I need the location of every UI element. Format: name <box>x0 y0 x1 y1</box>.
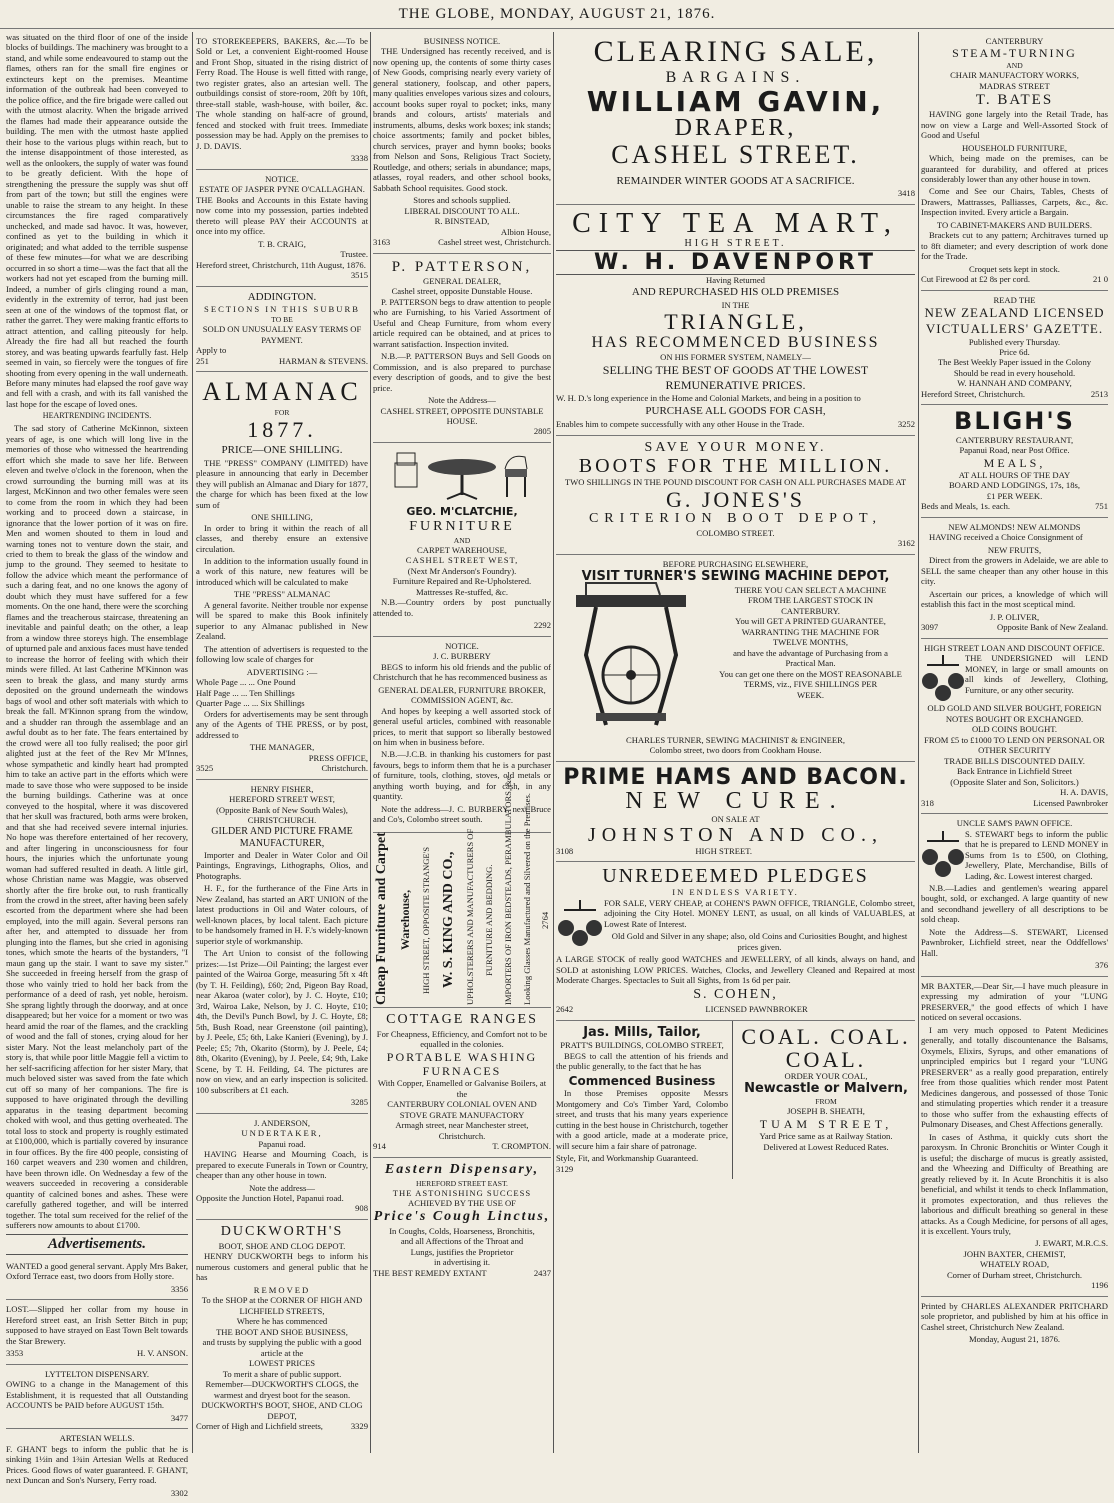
ad-mclatchie-furniture: GEO. M'CLATCHIE, FURNITURE AND CARPET WAREHOUSE, CASHEL STREET WEST, (Next Mr Anderson's Foundry). Furniture Repaired and Re-Upholstered. Mattresses Re-stuffed, &c. N.B.—Country orders by post punctually attended to. 2292 <box>373 443 551 637</box>
ad-duckworth: DUCKWORTH'S BOOT, SHOE AND CLOG DEPOT. HENRY DUCKWORTH begs to inform his numerous customers and general public that he has REMOVED To the SHOP at the CORNER OF HIGH AND LICHFIELD STREETS, Where he has commenced THE BOOT AND SHOE BUSINESS, and trusts by supplying the public with a good article at the LOWEST PRICES To merit a share of public support. Remember—DUCKWORTH'S CLOGS, the warmest and dryest boot for the season. DUCKWORTH'S BOOT, SHOE, AND CLOG DEPOT, Corner of High and Lichfield streets, 3329 <box>196 1223 368 1431</box>
bottom-row <box>556 1021 915 1179</box>
sewing-machine-illustration <box>556 585 706 735</box>
ad-binstead-business-notice: BUSINESS NOTICE. THE Undersigned has recently received, and is now opening up, the contents of some thirty cases of New Goods, comprising nearly every variety of general stationery, foolscap, and other papers, many qualities envelopes various sizes and colours, account books super royal to pocket; inks, many brands and colours, artists' materials and instruments, albums, desks work boxes; ink stands; choice assortments; family and pocket bibles, church services, prayer and hymn books; books from Nelson and Sons, Religious Tract Society, Routledge, and others; serials in abundance; maps, atlasses, royal readers, and other school books, Sabbath School requisites. Good stock. Stores and schools supplied. LIBERAL DISCOUNT TO ALL. R. BINSTEAD, Albion House, 3163 Cashel street west, Christchurch. <box>373 32 551 254</box>
news-story-fire: was situated on the third floor of one of the inside blocks of buildings. The machinery was brought to a stand, and while some endeavoured to stamp out the flames, others ran for the small fire engines or extincteurs kept on the premises. Meantime information of the outbreak had been conveyed to the police office, and the fire brigade were called out with the utmost alacrity. When the brigade arrived the flames had made their appearance outside the building. The men with the utmost haste applied their hose to the various plugs within reach, but to the intense disappointment of those interested, as well as the onlookers, the supply of water was found to be greatly deficient. With the hope of strengthening the pressure the supply was shut off from part of the town; but still the engines were unable to raise the stream to any height. In these circumstances the fire raged comparatively unchecked, and made sad havoc. It was, however, confined as yet to the building in which it originated; and what added to the terrible suspense of these few minutes—for what we are describing occurred in so short a time—was the fact that all the workers had not yet escaped from the burning mill. Indeed, a number of girls clinging round a man, evidently in the extremity of terror, had just been seen at one of the windows of the topmost flat, or rather the garret. They were making frantic efforts to attract attention, and calling piteously for help. Already the fire had all but reached the fourth storey, and was beating upwards fearfully fast. Help seemed in vain, so fiercely were the tongues of fire shooting from every opening in the wall underneath. Before many minutes had elapsed the roof gave way and fell with a crash, and with its fall vanished the last hope for the escape of loved ones. <box>6 32 188 409</box>
ad-johnston-hams: PRIME HAMS AND BACON. NEW CURE. ON SALE AT JOHNSTON AND CO., 3108 HIGH STREET. <box>556 762 915 862</box>
ad-sheath-coal: COAL. COAL. COAL. ORDER YOUR COAL, Newcastle or Malvern, FROM JOSEPH B. SHEATH, TUAM STREET, Yard Price same as at Railway Station. Delivered at Lowest Reduced Rates. <box>741 1023 911 1152</box>
ad-oliver-almonds: NEW ALMONDS! NEW ALMONDS HAVING received a Choice Consignment of NEW FRUITS, Direct from the growers in Adelaide, we are able to SELL the same cheaper than any other house in this city. Ascertain our prices, a knowledge of which will establish this fact in the most sceptical mind. J. P. OLIVER, 3097 Opposite Bank of New Zealand. <box>921 518 1108 639</box>
ad-bates-steam-turning: CANTERBURY STEAM-TURNING AND CHAIR MANUFACTORY WORKS, MADRAS STREET T. BATES HAVING gone largely into the Retail Trade, has now on view a Large and Well-Assorted Stock of Good and Useful HOUSEHOLD FURNITURE, Which, being made on the premises, can be guaranteed for durability, and offered at prices considerably lower than any other house in town. Come and See our Chairs, Tables, Chests of Drawers, Mattrasses, Palliasses, Carpets, &c., &c. Inspection invited. Every article a Bargain. TO CABINET-MAKERS AND BUILDERS. Brackets cut to any pattern; Architraves turned up to 8ft diameter; and every description of work done for the Trade. Croquet sets kept in stock. Cut Firewood at £2 8s per cord. 21 0 <box>921 32 1108 291</box>
ad-wanted-servant: WANTED a good general servant. Apply Mrs Baker, Oxford Terrace east, two doors from Holly store. 3356 <box>6 1257 188 1300</box>
ad-artesian-wells: ARTESIAN WELLS. F. GHANT begs to inform the public that he is sinking 1½in and 1¾in Artesian Wells at Reduced Prices. Good flows of water guaranteed. F. GHANT, next Duncan and Son's Nursery, Ferry road. 3302 <box>6 1433 188 1498</box>
advertisements-heading: Advertisements. <box>6 1234 188 1254</box>
ad-press-almanac: ALMANAC FOR 1877. PRICE—ONE SHILLING. THE "PRESS" COMPANY (LIMITED) have pleasure in announcing that early in December they will publish an Almanac and Diary for 1877, the charge for which has been fixed at the low sum of ONE SHILLING, In order to bring it within the reach of all classes, and thereby ensure an extensive circulation. In addition to the information usually found in a work of this nature, new features will be introduced which will be calculated to make THE "PRESS" ALMANAC A general favorite. Neither trouble nor expense will be spared to make this Book infinitely superior to any Almanac published in New Zealand. The attention of advertisers is requested to the following low scale of charges for ADVERTISING :— Whole Page ... ... One Pound Half Page ... ... Ten Shillings Quarter Page ... ... Six Shillings Orders for advertisements may be sent through any of the Agents of THE PRESS, or by post, addressed to THE MANAGER, PRESS OFFICE, 3525 Christchurch. <box>196 372 368 780</box>
column-2 <box>196 32 368 1453</box>
ad-turner-sewing-machine: BEFORE PURCHASING ELSEWHERE, VISIT TURNER'S SEWING MACHINE DEPOT, THERE YOU CAN SELECT A MACHINE FROM THE LARGEST STOCK IN CANTERBURY. You will GET A PRINTED GUARANTEE, WARRANTING THE MACHINE FOR TWELVE MONTHS, and have the advantage of Purchasing from a Practical Man. You can get one there on the MOST REASONABLE TERMS, viz., FIVE SHILLINGS PER WEEK. CHARLES TURNER, SEWING MACHINIST & ENGINEER, Colombo street, two doors from Cookham House. <box>556 555 915 762</box>
news-story-incidents: The sad story of Catherine McKinnon, sixteen years of age, is one which will long live in the memories of those who witnessed the heartrending effort which she made to save her life. Between eleven and twelve o'clock in the forenoon, when the crowd surrounding the burning mill was at its largest, McKinnon and two other females were seen to come from the room in which they had been working and to proceed down a staircase, in ignorance that the lower portion of it was on fire. Men and women shouted to them in loud and warning tones not to venture down the stair, and cried to them to break the glass of the window and jump to the ground. They seemed to hesitate to follow the advice which meant the performance of such a daring feat, and no one knows the agony of doubt which they must have suffered for a few moments. On the one hand, there were the scorching flames and the treacherous staircase, threatening an inevitable and painful death; on the other, a leap from a window three storeys high. The ensemblage of upturned pale and anxious faces must have tended to increase the horror of feeling with which their minds were filled. At last Catherine M'Kinnon was seen to break the glass, and many sturdy arms deposited on the ground underneath the windows bags of wool and other soft materials with which to break the fall. M'Kinnon sprang from the window, and a shudder ran through the assemblage and an awful doubt as to her fate. The fears entertained by the crowd were all too fully realised; the poor girl alighted just at the feet of the Rev Mr M'Innes, whose sympathetic and kindly heart had prompted him to take an active part in the efforts which were made to save those who were supposed to be inside the burning buildings. Catherine was at once conveyed to the hospital, where it was discovered that her skull was fractured, both arms were broken, and that she had received severe internal injuries. No hope was therefore entertained of her recovery, and after lingering in unconsciousness for four hours, the injuries which the unfortunate young woman had suffered resulted in death. A little girl, whose Christian name was Maggie, was observed shortly after the fire broke out, to rush frantically from the crowd in the street, after having been safely escorted from the department where she had been employed, into the mill again. Several persons ran after her, and attempted to dissuade her from plunging into the flames, but she cried in agonising tones, which smote the hearts of the bystanders, "I maun gang up the stair. I want to save my sister." She succeeded in freeing herself from the grasp of those who vainly tried to hold her back from the performance of a deed of rash, yet noble, heroism. She sprang lightly through the doorway, and at once disappeared; but her voice for a moment or two was heard amid the roar of the flames, and the crackling of wood and the fall of stones, crying aloud for her sister Mary. Not the least melancholy part of the story is, that while poor little Maggie fell a victim to her self-sacrificing affection for her sister Mary, that much beloved sister was saved from the fate which cut off so many of her companions. The fire is supposed to have originated through the devilling apparatus in the teasing department becoming choked with wool, and thus getting overheated. The total loss to stock and property is roughly estimated at £100,000, which is partially covered by insurance in four offices. By the fire 400 people, consisting of 160 carpet weavers and 230 women and children, have been thrown idle. On Wednesday a few of the weavers succeeded in recovering a considerable quantity of calcined bones and ashes. These were carefully gathered together, and will be interred together. The total sum received for the relief of the sufferers now amounts to about £1700. <box>6 423 188 1230</box>
pawnbroker-balls-icon <box>921 829 965 879</box>
ad-lost-setter: LOST.—Slipped her collar from my house in Hereford street east, an Irish Setter Bitch in pup; supposed to have strayed on East Town Belt towards the Star Brewery. 3353 H. V. ANSON. <box>6 1300 188 1364</box>
ad-davis-loan-office: HIGH STREET LOAN AND DISCOUNT OFFICE. THE UNDERSIGNED will LEND MONEY, in large or small amounts on all kinds of Jewellery, Clothing, Furniture, or any other security. OLD GOLD AND SILVER BOUGHT, FOREIGN NOTES BOUGHT OR EXCHANGED. OLD COINS BOUGHT. FROM £5 to £1000 TO LEND ON PERSONAL OR OTHER SECURITY TRADE BILLS DISCOUNTED DAILY. Back Entrance in Lichfield Street (Opposite Slater and Son, Solicitors.) H. A. DAVIS, 318 Licensed Pawnbroker <box>921 639 1108 814</box>
ad-anderson-undertaker: J. ANDERSON, UNDERTAKER, Papanui road. HAVING Hearse and Mourning Coach, is prepared to execute Funerals in Town or Country, cheaper than any other house in town. Note the address— Opposite the Junction Hotel, Papanui road. 908 <box>196 1114 368 1220</box>
column-rule <box>192 32 193 1453</box>
column-rule <box>553 32 554 1453</box>
pawnbroker-balls-icon <box>556 898 604 946</box>
column-5 <box>921 32 1108 1453</box>
ad-mills-tailor: Jas. Mills, Tailor, PRATT'S BUILDINGS, COLOMBO STREET, BEGS to call the attention of his friends and the public generally, to the fact that he has Commenced Business In those Premises opposite Messrs Montgomery and Co's Timber Yard, Colombo street, and trusts that his many years experience cutting in the best house in Christchurch, together with a good article, made at a moderate price, will secure him a fair share of patronage. Style, Fit, and Workmanship Guaranteed. 3129 <box>556 1021 733 1179</box>
ad-davenport-city-tea-mart: CITY TEA MART, HIGH STREET. W. H. DAVENPORT Having Returned AND REPURCHASED HIS OLD PREMISES IN THE TRIANGLE, HAS RECOMMENCED BUSINESS ON HIS FORMER SYSTEM, NAMELY— SELLING THE BEST OF GOODS AT THE LOWEST REMUNERATIVE PRICES. W. H. D.'s long experience in the Home and Colonial Markets, and being in a position to PURCHASE ALL GOODS FOR CASH, Enables him to compete successfully with any other House in the Trade. 3252 <box>556 205 915 436</box>
column-1 <box>6 32 188 1498</box>
ad-lyttelton-dispensary: LYTTELTON DISPENSARY. OWING to a change in the Management of this Establishment, it is requested that all Outstanding ACCOUNTS be PAID before AUGUST 15th. 3477 <box>6 1365 188 1429</box>
subheading-incidents: HEARTRENDING INCIDENTS. <box>42 411 152 421</box>
ad-estate-notice: NOTICE. ESTATE OF JASPER PYNE O'CALLAGHAN. THE Books and Accounts in this Estate having now come into my possession, parties indebted thereto will please PAY their ACCOUNTS at once into my office. T. B. CRAIG, Trustee. Hereford street, Christchurch, 11th August, 1876. 3515 <box>196 170 368 287</box>
ad-victuallers-gazette: READ THE NEW ZEALAND LICENSED VICTUALLERS' GAZETTE. Published every Thursday. Price 6d. The Best Weekly Paper issued in the Colony Should be read in every household. W. HANNAH AND COMPANY, Hereford Street, Christchurch. 2513 <box>921 291 1108 406</box>
printer-imprint: Printed by CHARLES ALEXANDER PRITCHARD sole proprietor, and published by him at his office in Cashel street, Christchurch New Zealand. Monday, August 21, 1876. <box>921 1300 1108 1345</box>
ad-gavin-clearing-sale: CLEARING SALE, BARGAINS. WILLIAM GAVIN, DRAPER, CASHEL STREET. REMAINDER WINTER GOODS AT A SACRIFICE. 3418 <box>556 32 915 205</box>
ad-burbery-notice: NOTICE. J. C. BURBERY BEGS to inform his old friends and the public of Christchurch that he has recommenced business as GENERAL DEALER, FURNITURE BROKER, COMMISSION AGENT, &c. And hopes by keeping a well assorted stock of general useful articles, combined with reasonable prices, to merit that support so liberally bestowed on him when in business before. N.B.—J.C.B. in thanking his customers for past favours, begs to inform them that he is a purchaser of furniture, tools, clothing, stoves, old metals or anything worth buying, and for cash, in any quantity. Note the address—J. C. BURBERY, next Bruce and Co's, Colombo street south. <box>373 637 551 833</box>
ad-jones-boots: SAVE YOUR MONEY. BOOTS FOR THE MILLION. TWO SHILLINGS IN THE POUND DISCOUNT FOR CASH ON ALL PURCHASES MADE AT G. JONES'S CRITERION BOOT DEPOT, COLOMBO STREET. 3162 <box>556 436 915 555</box>
ad-uncle-sams-pawn: UNCLE SAM'S PAWN OFFICE. S. STEWART begs to inform the public that he is prepared to LEND MONEY in Sums from 1s to £500, on Clothing, Jewellery, Plate, Merchandise, Bills of Lading, &c. Lowest interest charged. N.B.—Ladies and gentlemen's wearing apparel bought, sold, or exchanged. A large quantity of new and secondhand jewellery of all descriptions to be sold cheap. Note the Address—S. STEWART, Licensed Pawnbroker, Lichfield street, near the Oddfellows' Hall. 376 <box>921 814 1108 977</box>
ad-baxter-lung-preserver: MR BAXTER,—Dear Sir,—I have much pleasure in expressing my admiration of your "LUNG PRESERVER," the good effects of which I have noticed on several occasions. I am very much opposed to Patent Medicines generally, and totally discountenance the Balsams, Oxymels, Elixirs, Syrups, and other emanations of unprincipled empirics but I regard your "LUNG PRESERVER" as a really good preparation, entirely free from those qualities which render most Patent Medicines dangerous, and possessed of those Tonic and stimulating properties which render it a treasure to those who suffer from the exhausting effects of Pulmonary Diseases, and Chest Affections generally. In cases of Asthma, it quickly cuts short the paroxysm. In Chronic Bronchitis or Winter Cough it is useful; the discharge of mucus is greatly assisted, and the Wheezing and Difficulty of Breathing are greatly relieved by it. In Acute Bronchitis it is also beneficial, and whilst it tends to check Inflammation, it promotes expectoration, and thus relieves the laborious and difficult breathing so general in these attacks. As a Cough Medicine, for persons of all ages, it is excellent. Yours truly, J. EWART, M.R.C.S. JOHN BAXTER, CHEMIST, WHATELY ROAD, Corner of Durham street, Christchurch. 1196 <box>921 977 1108 1297</box>
masthead: THE GLOBE, MONDAY, AUGUST 21, 1876. <box>0 0 1114 29</box>
column-rule <box>918 32 919 1453</box>
ad-patterson: P. PATTERSON, GENERAL DEALER, Cashel street, opposite Dunstable House. P. PATTERSON begs to draw attention to people who are Furnishing, to his Varied Assortment of Useful and Cheap Furniture, from whom every article required can be obtained, and at prices to warrant satisfaction. Inspection invited. N.B.—P. PATTERSON Buys and Sell Goods on Commission, and is also prepared to purchase every description of goods, and to give the best price. Note the Address— CASHEL STREET, OPPOSITE DUNSTABLE HOUSE. 2805 <box>373 254 551 443</box>
ad-ws-king-vertical: Cheap Furniture and Carpet Warehouse, HIGH STREET, OPPOSITE STRANGE'S W. S. KING AND CO., UPHOLSTERERS AND MANUFACTURERS OF FURNITURE AND BEDDING. IMPORTERS OF IRON BEDSTEADS, PERAMBULATORS, &c. Looking Glasses Manufactured and Silvered on the Premises. 2764 <box>373 833 551 1008</box>
column-rule <box>370 32 371 1453</box>
pawnbroker-balls-icon <box>921 653 965 703</box>
column-4 <box>556 32 915 1453</box>
ad-henry-fisher: HENRY FISHER, HEREFORD STREET WEST, (Opposite Bank of New South Wales), CHRISTCHURCH. GILDER AND PICTURE FRAME MANUFACTURER, Importer and Dealer in Water Color and Oil Paintings, Engravings, Lithographs, Olios, and Photographs. H. F., for the furtherance of the Fine Arts in New Zealand, has started an ART UNION of the latest productions in Oil and Water colours, of well-known places, by local talent. Each picture to be handsomely framed in H. F.'s widely-known superior style of workmanship. The Art Union to consist of the following prizes:—1st Prize—Oil Painting; the largest ever painted of the Wairoa Gorge, measuring 5ft x 4ft (by T. H. Feilding), £60; 2nd, Pigeon Bay Road, near Akaroa (water color), by J. C. Hoyte, £10; 3rd, Wairoa Lake, Nelson, by J. C. Hoyte, £10; 4th, the Devil's Punch Bowl, by J. C. Hoyte, £8; 5th, Bush Road, near Greenstone (oil painting), by J. Peele, £5; 6th, Lake Kanieri (Evening), by J. Peele; £5; 7th, Okarito (Storm), by J. Peele, £4; 8th, Okarito (Evening), by J. Peele, £4; 9th, Lake Scene, by T. H. Feilding, £4. The pictures are now on view, and an early inspection is solicited. 100 subscribers at £1 each. 3285 <box>196 780 368 1114</box>
ad-blighs-restaurant: BLIGH'S CANTERBURY RESTAURANT, Papanui Road, near Post Office. MEALS, AT ALL HOURS OF THE DAY BOARD AND LODGINGS, 17s, 18s, £1 PER WEEK. Beds and Meals, 1s. each. 751 <box>921 405 1108 517</box>
furniture-illustration <box>387 449 537 503</box>
column-3 <box>373 32 551 1453</box>
ad-storekeepers: TO STOREKEEPERS, BAKERS, &c.—To be Sold or Let, a convenient Eight-roomed House and Front Shop, situated in the rising district of Ferry Road. The House is well fitted with range, two register grates, also an artesian well. The outbuildings consist of store-room, 20ft by 10ft, three-stall stable, wash-house, with boiler, &c. The whole standing on half-acre of ground, fenced and stocked with fruit trees. Immediate possession may be had. Apply on the premises to J. D. DAVIS. 3338 <box>196 32 368 170</box>
ad-crompton-ranges: COTTAGE RANGES For Cheapness, Efficiency, and Comfort not to be equalled in the colonies. PORTABLE WASHING FURNACES With Copper, Enamelled or Galvanise Boilers, at the CANTERBURY COLONIAL OVEN AND STOVE GRATE MANUFACTORY Armagh street, near Manchester street, Christchurch. 914 T. CROMPTON. <box>373 1008 551 1158</box>
ad-cohen-pledges: UNREDEEMED PLEDGES IN ENDLESS VARIETY. FOR SALE, VERY CHEAP, at COHEN'S PAWN OFFICE, TRIANGLE, Colombo street, adjoining the City Hotel. MONEY LENT, as usual, on all kinds of VALUABLES, at Lowest Rate of Interest. Old Gold and Silver in any shape; also, old Coins and Curiosities Bought, and highest prices given. A LARGE STOCK of really good WATCHES and JEWELLERY, of all kinds, always on hand, and SOLD at astonishing LOW PRICES. Watches, Clocks, and Jewellery Cleaned and Repaired at most Moderate Charges. Spectacles to Suit all Sights, from 1s 6d per pair. S. COHEN, 2642 LICENSED PAWNBROKER <box>556 862 915 1021</box>
ad-addington: ADDINGTON. SECTIONS IN THIS SUBURB TO BE SOLD ON UNUSUALLY EASY TERMS OF PAYMENT. Apply to 251 HARMAN & STEVENS. <box>196 287 368 372</box>
ad-eastern-dispensary: Eastern Dispensary, HEREFORD STREET EAST. THE ASTONISHING SUCCESS ACHIEVED BY THE USE OF Price's Cough Linctus, In Coughs, Colds, Hoarseness, Bronchitis, and all Affections of the Throat and Lungs, justifies the Proprietor in advertising it. THE BEST REMEDY EXTANT 2437 <box>373 1161 551 1278</box>
